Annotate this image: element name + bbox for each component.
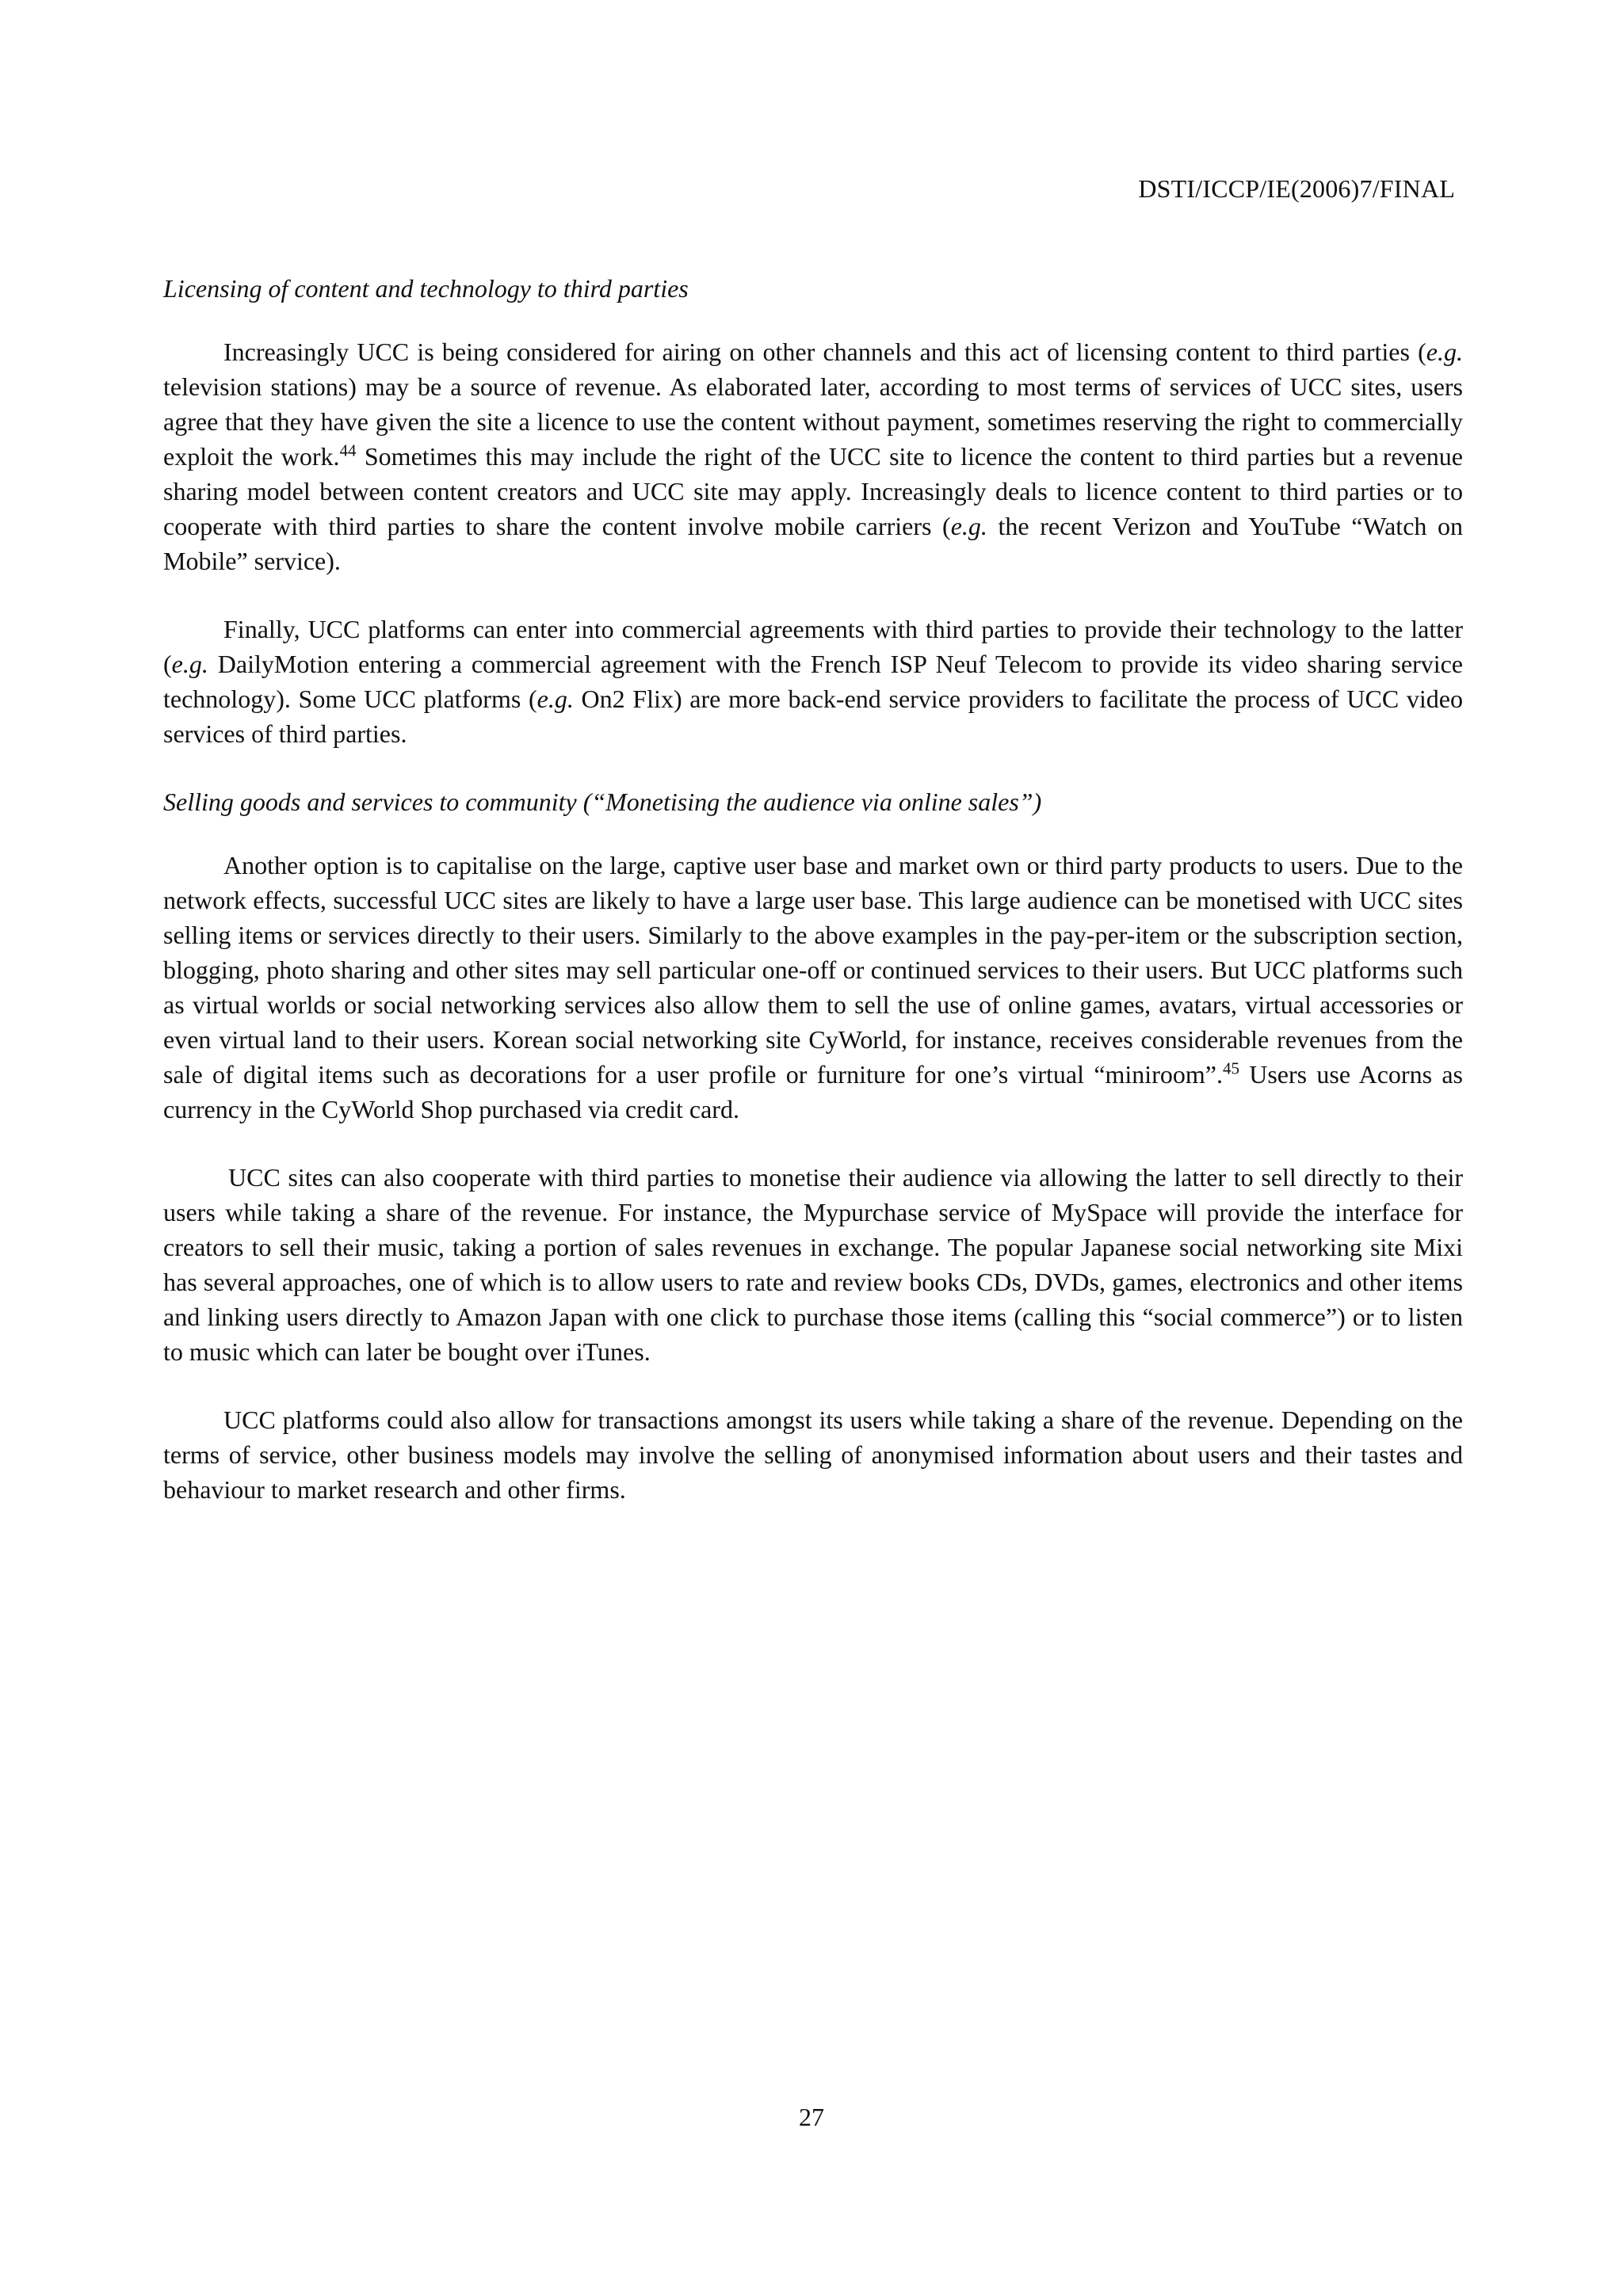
paragraph-user-transactions: UCC platforms could also allow for transactions amongst its users while taking a share of the revenue. Depending on the terms of service, other business models may involve the selling of anonymised information about users and their tastes and behaviour to market research and other firms. bbox=[163, 1405, 1463, 1504]
paragraph-licensing-content: Increasingly UCC is being considered for airing on other channels and this act of licensing content to third parties (e.g. television stations) may be a source of revenue. As elaborated later, according to most terms of services of UCC sites, users agree that they have given the site a licence to use the content without payment, sometimes reserving the right to commercially exploit the work.$^{44}$ Sometimes this may include the right of the UCC site to licence the content to third parties but a revenue sharing model between content creators and UCC site may apply. Increasingly deals to licence content to third parties or to cooperate with third parties to share the content involve mobile carriers (e.g. the recent Verizon and YouTube “Watch on Mobile” service). bbox=[163, 338, 1464, 575]
footnote-ref-45[interactable]: 45 bbox=[1222, 1058, 1239, 1078]
paragraph-third-party-cooperation: UCC sites can also cooperate with third parties to monetise their audience via allowing the latter to sell directly to their users while taking a share of the revenue. For instance, the Mypurchase service of MySpace will provide the interface for creators to sell their music, taking a portion of sales revenues in exchange. The popular Japanese social networking site Mixi has several approaches, one of which is to allow users to rate and review books CDs, DVDs, games, electronics and other items and linking users directly to Amazon Japan with one click to purchase those items (calling this “social commerce”) or to listen to music which can later be bought over iTunes. bbox=[163, 1163, 1463, 1366]
page-body bbox=[163, 271, 1463, 1540]
document-code: DSTI/ICCP/IE(2006)7/FINAL bbox=[1138, 174, 1455, 203]
section-heading-selling-goods: Selling goods and services to community (“Monetising the audience via online sales”) bbox=[163, 788, 1042, 816]
paragraph-captive-user-base: Another option is to capitalise on the large, captive user base and market own or third party products to users. Due to the network effects, successful UCC sites are likely to have a large user base. This large audience can be monetised with UCC sites selling items or services directly to their users. Similarly to the above examples in the pay-per-item or the subscription section, blogging, photo sharing and other sites may sell particular one-off or continued services to their users. But UCC platforms such as virtual worlds or social networking services also allow them to sell the use of online games, avatars, virtual accessories or even virtual land to their users. Korean social networking site CyWorld, for instance, receives considerable revenues from the sale of digital items such as decorations for a user profile or furniture for one’s virtual “miniroom”.$^{45}$ Users use Acorns as currency in the CyWorld Shop purchased via credit card. bbox=[163, 851, 1463, 1123]
paragraph-licensing-technology: Finally, UCC platforms can enter into commercial agreements with third parties to provide their technology to the latter (e.g. DailyMotion entering a commercial agreement with the French ISP Neuf Telecom to provide its video sharing service technology). Some UCC platforms (e.g. On2 Flix) are more back-end service providers to facilitate the process of UCC video services of third parties. bbox=[163, 615, 1463, 748]
section-heading-licensing: Licensing of content and technology to third parties bbox=[163, 274, 689, 303]
footnote-ref-44[interactable]: 44 bbox=[339, 441, 357, 460]
page-number: 27 bbox=[799, 2103, 824, 2131]
